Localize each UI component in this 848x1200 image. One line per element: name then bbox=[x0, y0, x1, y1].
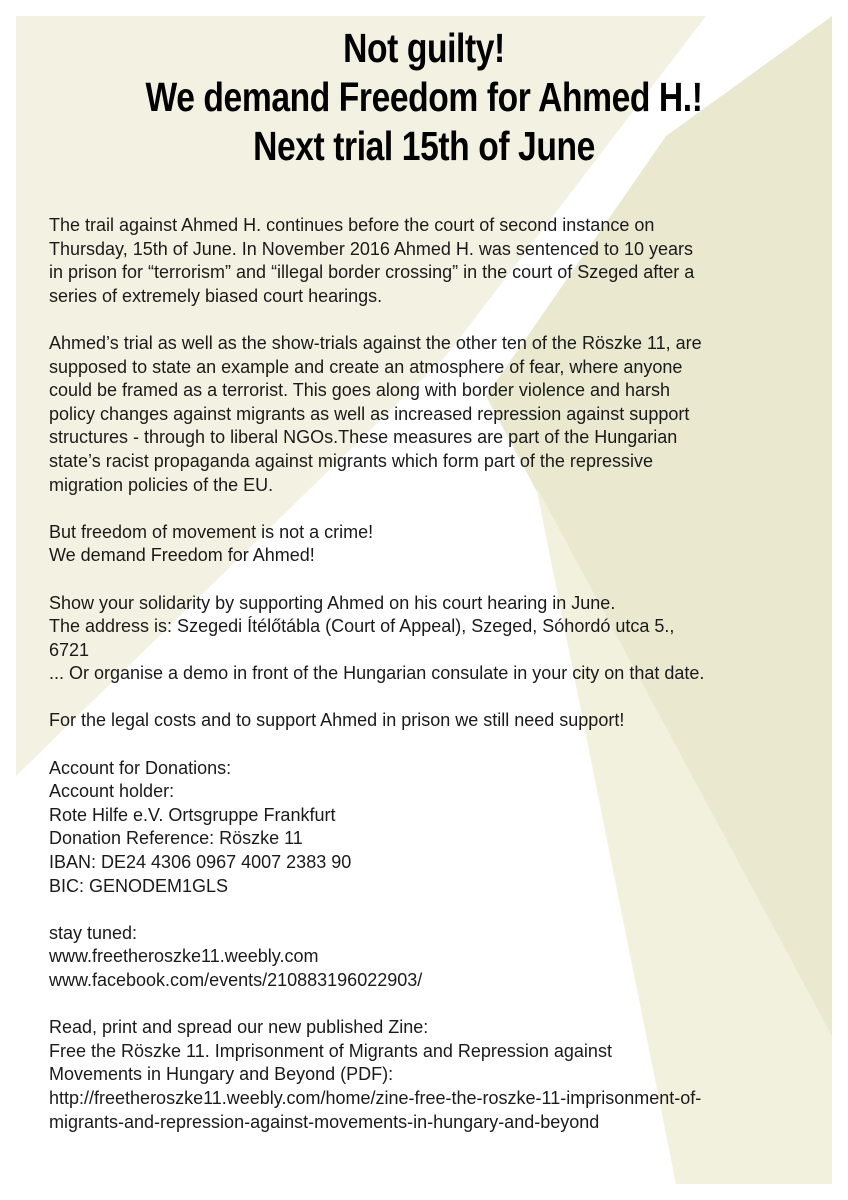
intro-line: The trail against Ahmed H. continues before the court of second instance on bbox=[49, 215, 655, 235]
intro-line: in prison for “terrorism” and “illegal border crossing” in the court of Szeged after a bbox=[49, 262, 695, 283]
slogan-line: But freedom of movement is not a crime! bbox=[49, 521, 374, 542]
trial-line: state’s racist propaganda against migrants which form part of the repressive bbox=[49, 450, 653, 471]
zine-title: Free the Röszke 11. Imprisonment of Migrants and Repression against bbox=[49, 1040, 612, 1061]
facebook-event-link[interactable]: www.facebook.com/events/210883196022903/ bbox=[49, 970, 423, 990]
intro-paragraph bbox=[49, 214, 809, 308]
flyer-body bbox=[49, 214, 809, 1158]
intro-line: Thursday, 15th of June. In November 2016 Ahmed H. was sentenced to 10 years bbox=[49, 238, 694, 259]
bic: BIC: GENODEM1GLS bbox=[49, 875, 229, 896]
court-address-postcode: 6721 bbox=[49, 639, 90, 660]
trial-line: Ahmed’s trial as well as the show-trials against the other ten of the Röszke 11, are bbox=[49, 332, 702, 353]
stay-tuned-label: stay tuned: bbox=[49, 922, 138, 943]
website-link[interactable]: www.freetheroszke11.weebly.com bbox=[49, 946, 319, 967]
account-holder-name: Rote Hilfe e.V. Ortsgruppe Frankfurt bbox=[49, 804, 336, 825]
links-paragraph bbox=[49, 922, 809, 993]
costs-line: For the legal costs and to support Ahmed in prison we still need support! bbox=[49, 710, 625, 731]
headline-line-2: We demand Freedom for Ahmed H.! bbox=[145, 74, 703, 120]
slogan-paragraph bbox=[49, 521, 809, 568]
donations-paragraph bbox=[49, 757, 809, 899]
intro-line: series of extremely biased court hearings. bbox=[49, 285, 383, 306]
account-holder-label: Account holder: bbox=[49, 781, 175, 802]
slogan-line: We demand Freedom for Ahmed! bbox=[49, 545, 315, 566]
zine-title: Movements in Hungary and Beyond (PDF): bbox=[49, 1064, 394, 1085]
trial-line: structures - through to liberal NGOs.These measures are part of the Hungarian bbox=[49, 427, 678, 448]
headline-line-3: Next trial 15th of June bbox=[253, 123, 595, 169]
costs-paragraph bbox=[49, 709, 809, 733]
solidarity-line: ... Or organise a demo in front of the Hungarian consulate in your city on that date. bbox=[49, 663, 705, 684]
headline-line-1: Not guilty! bbox=[343, 25, 505, 71]
trial-line: policy changes against migrants as well as increased repression against support bbox=[49, 403, 690, 424]
court-address-line: The address is: Szegedi Ítélőtábla (Court of Appeal), Szeged, Sóhordó utca 5., bbox=[49, 616, 675, 637]
headline bbox=[89, 24, 758, 171]
donation-reference: Donation Reference: Röszke 11 bbox=[49, 828, 303, 849]
zine-url[interactable]: migrants-and-repression-against-movements-in-hungary-and-beyond bbox=[49, 1111, 600, 1132]
iban: IBAN: DE24 4306 0967 4007 2383 90 bbox=[49, 852, 352, 873]
trial-line: could be framed as a terrorist. This goes along with border violence and harsh bbox=[49, 380, 671, 401]
zine-line: Read, print and spread our new published Zine: bbox=[49, 1017, 429, 1038]
flyer-page bbox=[16, 16, 832, 1184]
solidarity-paragraph bbox=[49, 592, 809, 686]
zine-url[interactable]: http://freetheroszke11.weebly.com/home/zine-free-the-roszke-11-imprisonment-of- bbox=[49, 1087, 702, 1108]
donations-heading: Account for Donations: bbox=[49, 757, 232, 778]
trial-paragraph bbox=[49, 332, 809, 497]
solidarity-line: Show your solidarity by supporting Ahmed on his court hearing in June. bbox=[49, 592, 616, 613]
trial-line: migration policies of the EU. bbox=[49, 474, 274, 495]
zine-paragraph bbox=[49, 1016, 809, 1134]
trial-line: supposed to state an example and create an atmosphere of fear, where anyone bbox=[49, 356, 683, 377]
